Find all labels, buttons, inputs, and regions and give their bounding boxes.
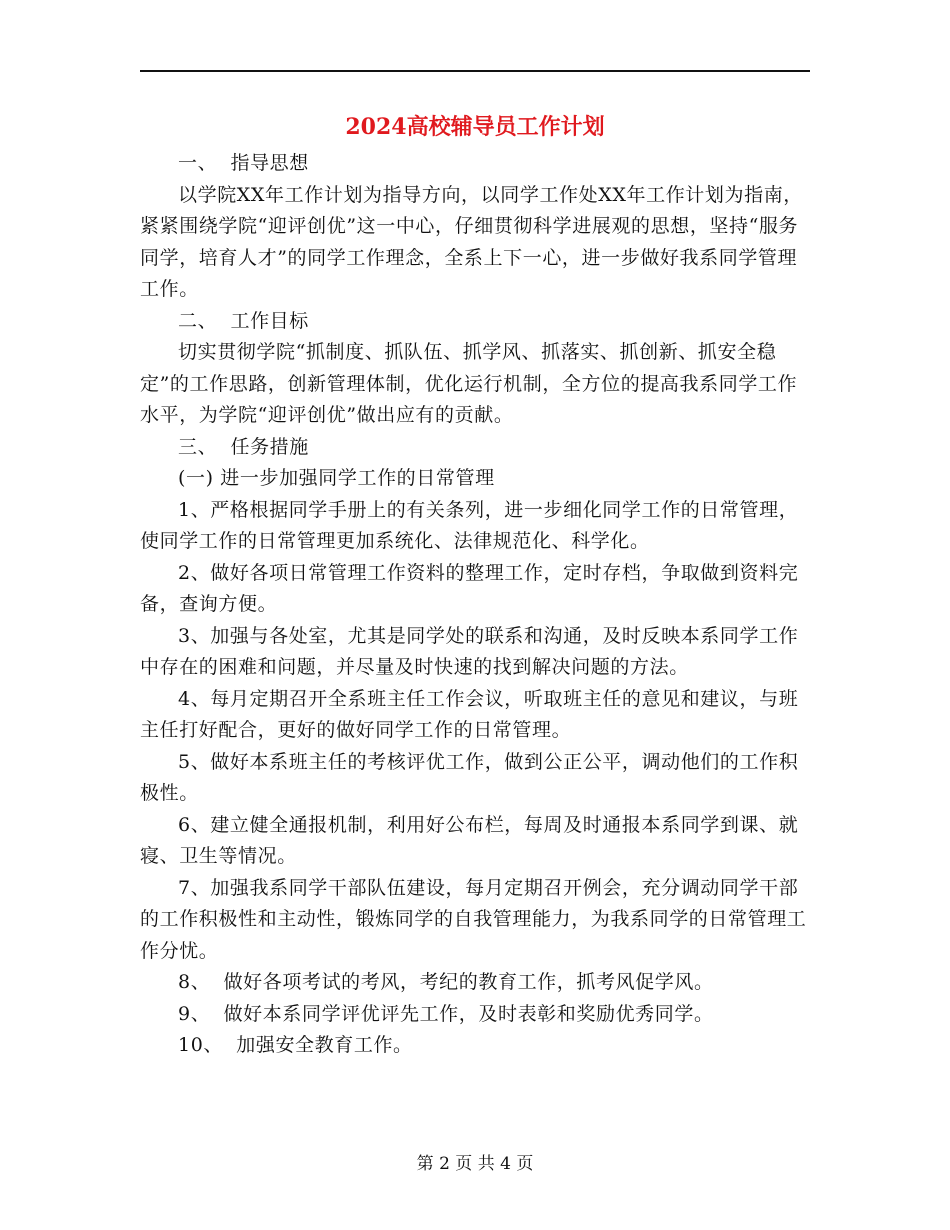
list-item-9: 9、 做好本系同学评优评先工作，及时表彰和奖励优秀同学。 [178,1002,714,1025]
list-item-2: 2、做好各项日常管理工作资料的整理工作，定时存档，争取做到资料完备，查询方便。 [140,561,799,615]
document-body [140,148,815,1062]
paragraph-work-goals: 切实贯彻学院“抓制度、抓队伍、抓学风、抓落实、抓创新、抓安全稳定”的工作思路，创新管理体制，优化运行机制，全方位的提高我系同学工作水平，为学院“迎评创优”做出应有的贡献。 [140,341,798,426]
list-item-7: 7、加强我系同学干部队伍建设，每月定期召开例会，充分调动同学干部的工作积极性和主动性，锻炼同学的自我管理能力，为我系同学的日常管理工作分忧。 [140,876,807,962]
subsection-heading-daily-management: (一) 进一步加强同学工作的日常管理 [178,467,495,489]
document-title: 2024高校辅导员工作计划 [345,114,605,140]
section-heading-guiding-ideology: 一、 指导思想 [178,152,309,174]
section-heading-task-measures: 三、 任务措施 [178,435,309,458]
paragraph-guiding-ideology: 以学院XX年工作计划为指导方向，以同学工作处XX年工作计划为指南，紧紧围绕学院“迎评创优”这一中心，仔细贯彻科学进展观的思想，坚持“服务同学，培育人才”的同学工作理念，全系上下一心，进一步做好我系同学管理工作。 [140,183,803,300]
list-item-1: 1、严格根据同学手册上的有关条列，进一步细化同学工作的日常管理，使同学工作的日常管理更加系统化、法律规范化、科学化。 [140,498,799,552]
page-number-footer: 第 2 页 共 4 页 [416,1154,534,1174]
list-item-3: 3、加强与各处室，尤其是同学处的联系和沟通，及时反映本系同学工作中存在的困难和问题，并尽量及时快速的找到解决问题的方法。 [140,624,799,678]
list-item-10: 10、 加强安全教育工作。 [178,1034,413,1056]
list-item-4: 4、每月定期召开全系班主任工作会议，听取班主任的意见和建议，与班主任打好配合，更好的做好同学工作的日常管理。 [140,687,799,741]
header-rule [140,70,810,72]
list-item-6: 6、建立健全通报机制，利用好公布栏，每周及时通报本系同学到课、就寝、卫生等情况。 [140,813,799,867]
section-heading-work-goals: 二、 工作目标 [178,309,309,332]
list-item-8: 8、 做好各项考试的考风，考纪的教育工作，抓考风促学风。 [178,971,714,993]
list-item-5: 5、做好本系班主任的考核评优工作，做到公正公平，调动他们的工作积极性。 [140,750,799,804]
